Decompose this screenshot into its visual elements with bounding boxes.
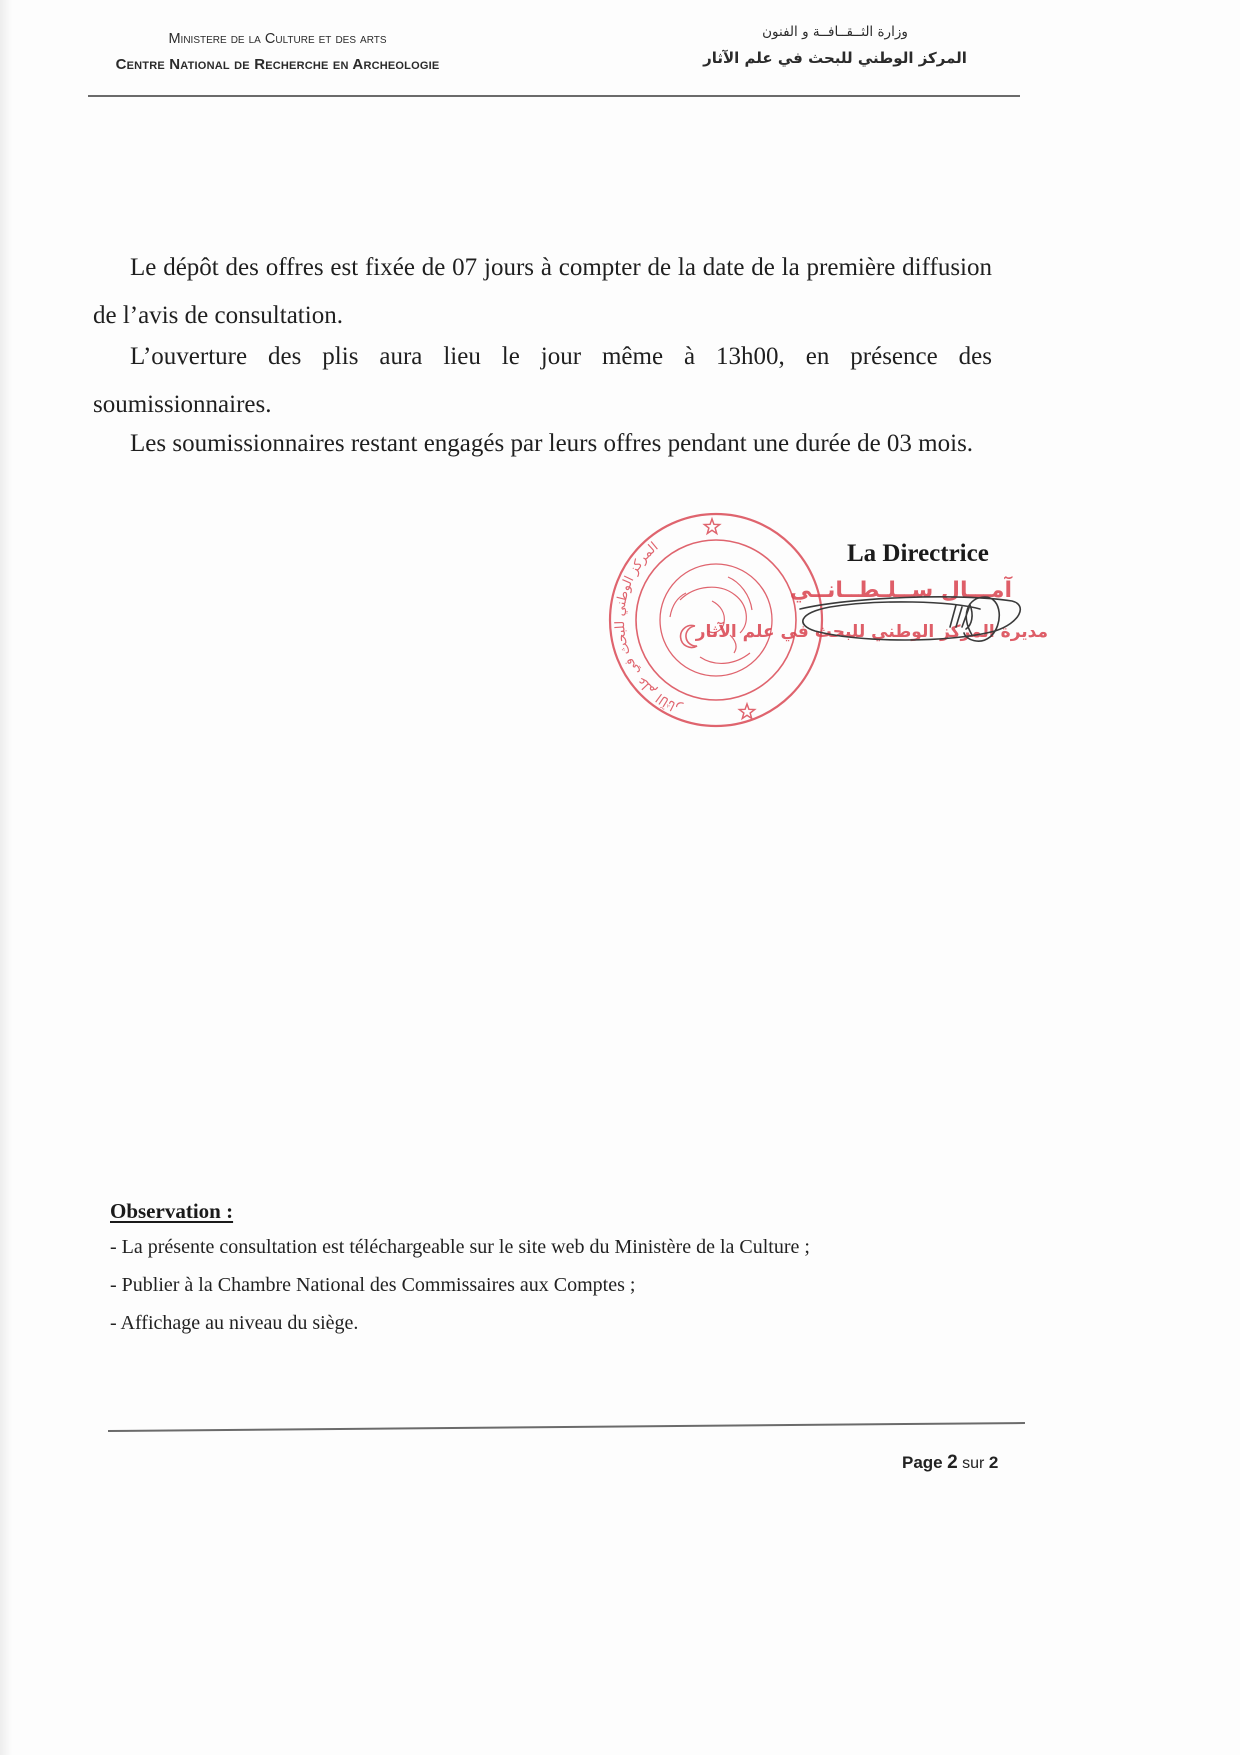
paragraph-line: de l’avis de consultation. xyxy=(93,302,343,329)
footer-divider xyxy=(108,1422,1025,1432)
observation-heading: Observation : xyxy=(110,1199,234,1223)
header-centre-fr: Centre National de Recherche en Archeologie xyxy=(115,56,440,73)
list-item: - Publier à la Chambre National des Commissaires aux Comptes ; xyxy=(110,1274,636,1296)
total-pages: 2 xyxy=(988,1453,999,1472)
observation-list xyxy=(110,1228,810,1342)
paragraph-opening xyxy=(93,333,992,429)
scan-edge-shadow xyxy=(0,0,12,1755)
of-word: sur xyxy=(962,1455,985,1472)
round-seal xyxy=(610,514,822,726)
list-item: - Affichage au niveau du siège. xyxy=(110,1312,359,1334)
seal-outer-ring xyxy=(610,514,822,726)
seal-ring-text: المركز الوطني للبحث في علم الآثار xyxy=(612,539,684,716)
signatory-title: La Directrice xyxy=(847,540,989,567)
page-word: Page xyxy=(902,1453,943,1472)
list-item: - La présente consultation est téléchargeable sur le site web du Ministère de la Culture ; xyxy=(110,1236,810,1258)
header-ministry-fr: Ministere de la Culture et des arts xyxy=(168,31,387,47)
emblem-icon xyxy=(670,577,752,663)
page-number xyxy=(902,1452,998,1475)
handwritten-signature xyxy=(800,597,1020,641)
paragraph-deadline xyxy=(93,244,992,340)
header-ministry-ar: وزارة الثــقــافــة و الفنون xyxy=(762,24,908,40)
paragraph-line: Les soumissionnaires restant engagés par leurs offres pendant une durée de 03 mois. xyxy=(130,430,974,457)
seal-inner-ring xyxy=(660,564,772,676)
name-stamp: آمـــال ســلـطــانــي xyxy=(789,578,1012,603)
paragraph-validity xyxy=(93,420,992,468)
seal-star-icon xyxy=(704,519,719,533)
paragraph-line: L’ouverture des plis aura lieu le jour même à 13h00, en présence des xyxy=(130,343,992,370)
current-page: 2 xyxy=(947,1452,958,1473)
header-divider xyxy=(88,95,1020,97)
paragraph-line: Le dépôt des offres est fixée de 07 jours à compter de la date de la première diffusion xyxy=(130,254,992,281)
role-stamp: مديرة المركز الوطني للبحث في علم الآثار xyxy=(695,622,1048,642)
seal-star-icon xyxy=(739,704,754,718)
crescent-icon xyxy=(681,625,697,647)
header-centre-ar: المركز الوطني للبحث في علم الآثار xyxy=(703,49,967,67)
seal-and-signature-graphic xyxy=(600,505,1040,745)
paragraph-line: soumissionnaires. xyxy=(93,391,272,418)
